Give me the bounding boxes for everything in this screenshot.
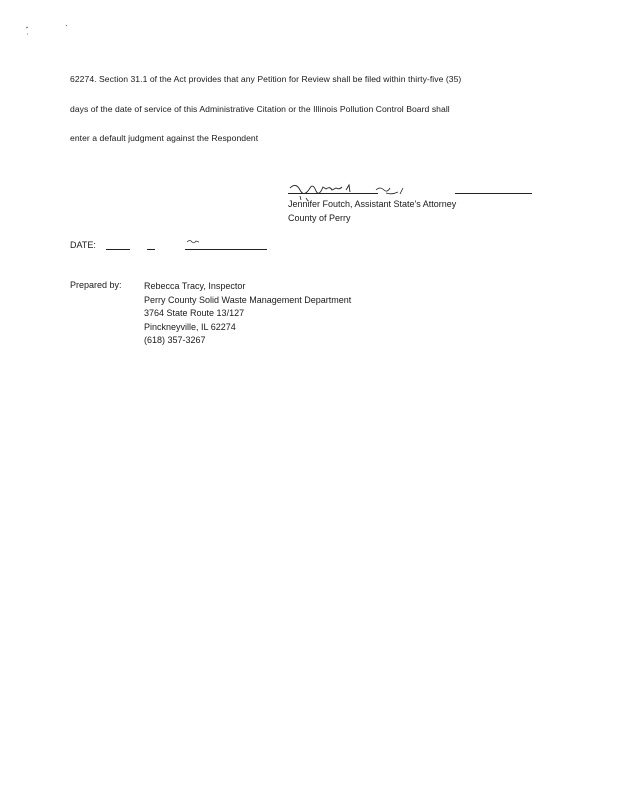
signature-line-right xyxy=(455,193,532,194)
paragraph-line-2: days of the date of service of this Administrative Citation or the Illinois Pollution Control Board shall xyxy=(70,104,450,114)
date-blank-year xyxy=(185,249,267,250)
prepared-by-block xyxy=(144,280,351,348)
handwritten-date-mark xyxy=(186,238,200,244)
preparer-name: Rebecca Tracy, Inspector xyxy=(144,281,246,291)
preparer-city: Pinckneyville, IL 62274 xyxy=(144,321,236,332)
date-blank-month xyxy=(106,249,130,250)
paragraph-line-3: enter a default judgment against the Respondent xyxy=(70,133,259,143)
signer-county: County of Perry xyxy=(288,213,351,223)
date-blank-day xyxy=(147,249,155,250)
preparer-phone: (618) 357-3267 xyxy=(144,335,206,345)
scan-artifact-marks xyxy=(24,22,68,36)
paragraph-line-1: 62274. Section 31.1 of the Act provides that any Petition for Review shall be filed within thirty-five (35) xyxy=(70,74,462,84)
prepared-by-label: Prepared by: xyxy=(70,280,122,290)
date-label: DATE: xyxy=(70,240,96,250)
preparer-department: Perry County Solid Waste Management Department xyxy=(144,294,352,305)
signer-name-title: Jennifer Foutch, Assistant State's Attorney xyxy=(288,199,457,209)
preparer-street: 3764 State Route 13/127 xyxy=(144,308,245,318)
signature-line xyxy=(288,193,378,194)
